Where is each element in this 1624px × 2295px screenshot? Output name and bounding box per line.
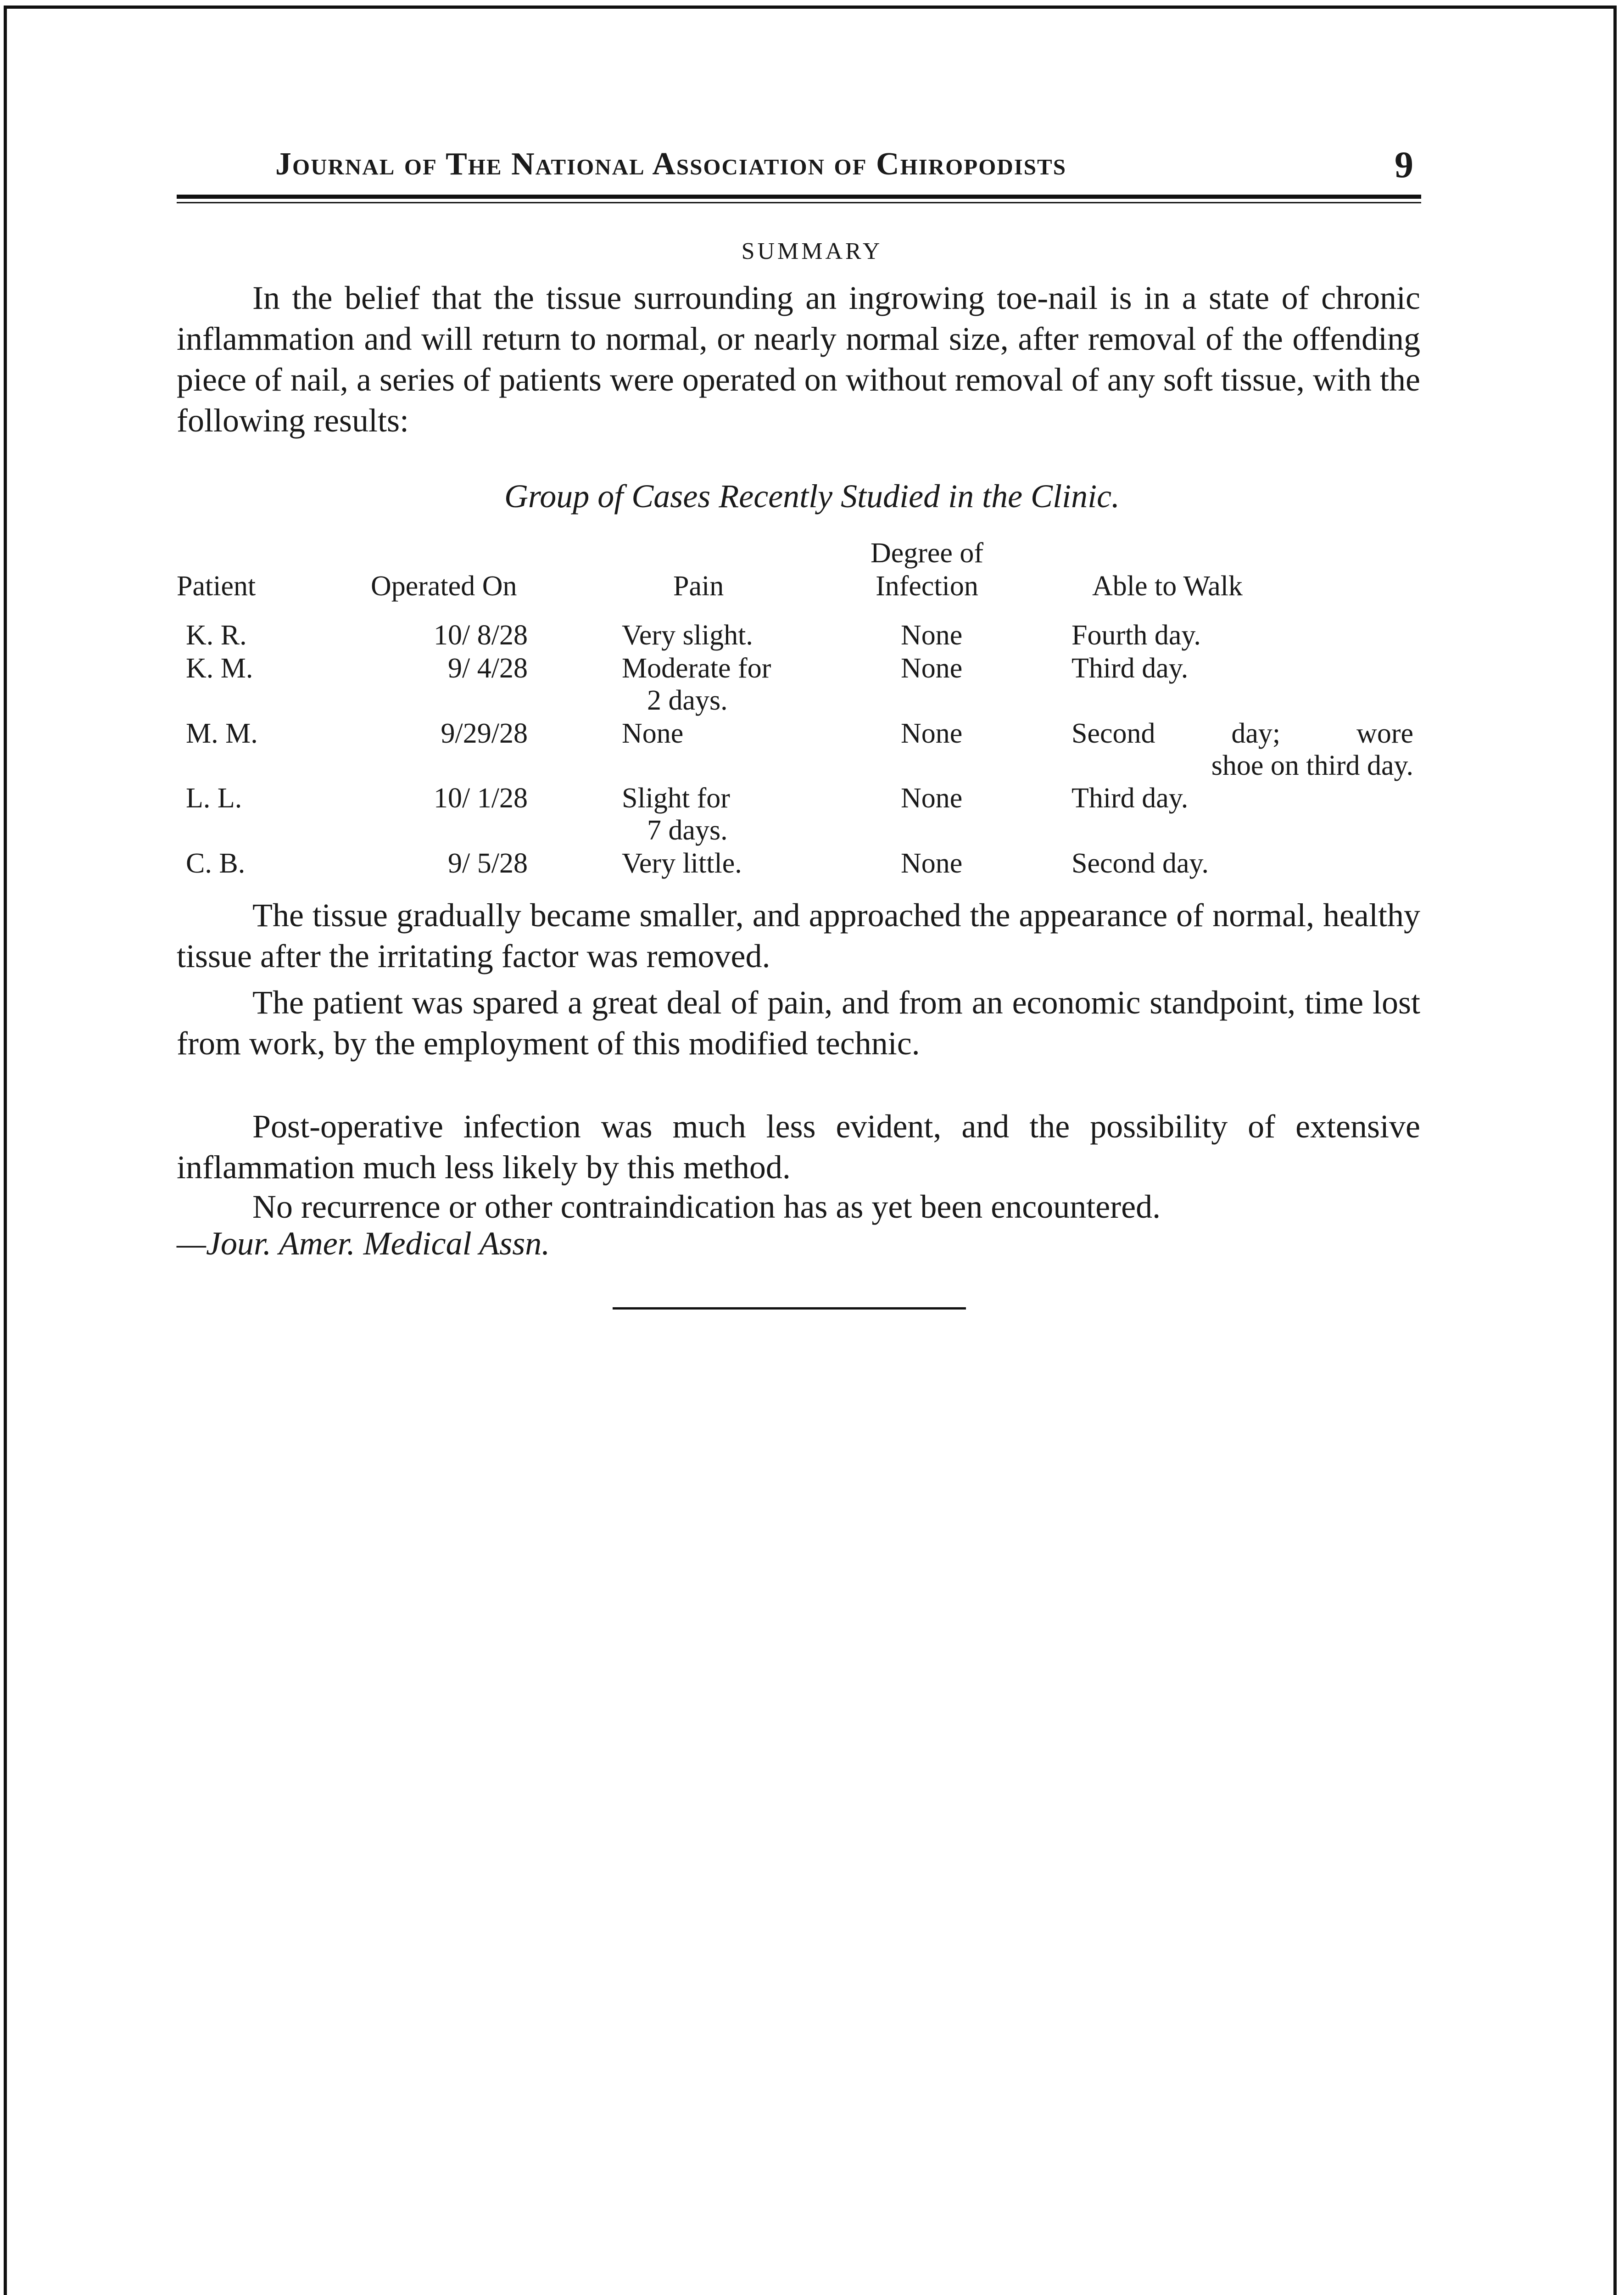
page-number: 9 bbox=[1395, 144, 1413, 185]
section-title: SUMMARY bbox=[741, 238, 883, 264]
header-pain: Pain bbox=[673, 571, 724, 602]
cell-patient: K. R. bbox=[186, 620, 247, 651]
header-patient: Patient bbox=[177, 571, 256, 602]
cell-operated-on: 9/ 4/28 bbox=[448, 653, 528, 684]
table-caption: Group of Cases Recently Studied in the Clinic. bbox=[504, 478, 1120, 515]
cell-infection: None bbox=[901, 653, 963, 684]
cell-able-to-walk: Third day. bbox=[1072, 653, 1189, 684]
cell-patient: C. B. bbox=[186, 848, 246, 879]
cell-infection: None bbox=[901, 620, 963, 651]
end-rule bbox=[613, 1307, 966, 1310]
cell-pain: Very slight. bbox=[622, 620, 753, 651]
cell-pain: Moderate for bbox=[622, 653, 771, 684]
header-able-to-walk: Able to Walk bbox=[1092, 571, 1243, 602]
cell-operated-on: 9/29/28 bbox=[441, 718, 528, 749]
running-head: Journal of The National Association of Chiropodists bbox=[275, 146, 1066, 182]
cell-patient: M. M. bbox=[186, 718, 258, 749]
intro-paragraph: In the belief that the tissue surrounding an ingrowing toe-nail is in a state of chronic inflammation and will return to normal, or nearly normal size, after removal of the offending piece of nail, a series of patients were operated on without removal of any soft tissue, with the following results: bbox=[177, 280, 1420, 439]
paragraph-tissue: The tissue gradually became smaller, and approached the appearance of normal, healthy tissue after the irritating factor was removed. bbox=[177, 897, 1420, 974]
header-infection-line2: Infection bbox=[876, 571, 978, 602]
cell-operated-on: 10/ 8/28 bbox=[434, 620, 528, 651]
header-infection-line1: Degree of bbox=[870, 537, 984, 569]
cell-infection: None bbox=[901, 848, 963, 879]
cell-pain: Very little. bbox=[622, 848, 742, 879]
cell-able-to-walk: Fourth day. bbox=[1072, 620, 1201, 651]
cell-pain: Slight for bbox=[622, 783, 730, 814]
cell-able-to-walk-continued: shoe on third day. bbox=[1211, 750, 1413, 781]
paragraph-patient: The patient was spared a great deal of pain, and from an economic standpoint, time lost from work, by the employment of this modified technic. bbox=[177, 984, 1420, 1062]
cell-operated-on: 9/ 5/28 bbox=[448, 848, 528, 879]
header-rule-thick bbox=[177, 195, 1421, 199]
citation bbox=[177, 1223, 1420, 1264]
cell-able-to-walk: Third day. bbox=[1072, 783, 1189, 814]
header-rule-thin bbox=[177, 202, 1421, 203]
header-operated-on: Operated On bbox=[371, 571, 517, 602]
cell-able-to-walk: Second day. bbox=[1072, 848, 1209, 879]
citation-text: —Jour. Amer. Medical Assn. bbox=[177, 1225, 550, 1262]
cell-able-to-walk: Second day; wore bbox=[1072, 718, 1413, 749]
paragraph-infection: Post-operative infection was much less evident, and the possibility of extensive inflammation much less likely by this method. bbox=[177, 1108, 1420, 1186]
cell-infection: None bbox=[901, 783, 963, 814]
paragraph-recurrence: No recurrence or other contraindication has as yet been encountered. bbox=[252, 1188, 1161, 1225]
cell-pain-continued: 2 days. bbox=[647, 685, 728, 716]
cell-pain-continued: 7 days. bbox=[647, 815, 728, 846]
cell-patient: L. L. bbox=[186, 783, 242, 814]
cell-operated-on: 10/ 1/28 bbox=[434, 783, 528, 814]
cell-infection: None bbox=[901, 718, 963, 749]
cell-patient: K. M. bbox=[186, 653, 253, 684]
cell-pain: None bbox=[622, 718, 684, 749]
page-header bbox=[275, 146, 1413, 187]
